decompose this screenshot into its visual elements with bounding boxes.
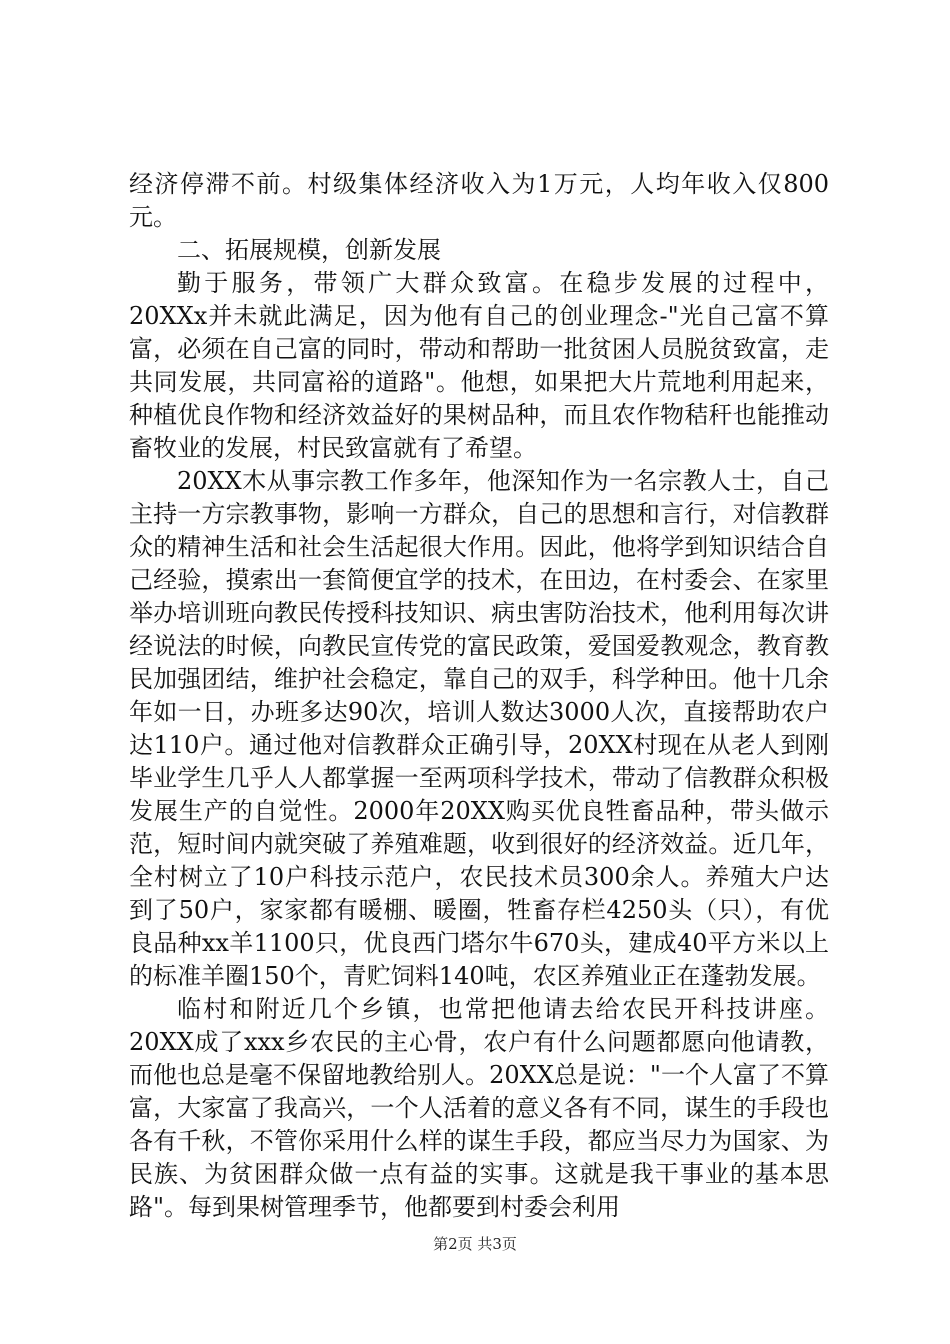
- document-body: [129, 168, 829, 1224]
- paragraph: 勤于服务，带领广大群众致富。在稳步发展的过程中，20XXx并未就此满足，因为他有自己的创业理念-"光自己富不算富，必须在自己富的同时，带动和帮助一批贫困人员脱贫致富，走共同发展，共同富裕的道路"。他想，如果把大片荒地利用起来，种植优良作物和经济效益好的果树品种，而且农作物秸秆也能推动畜牧业的发展，村民致富就有了希望。: [129, 269, 829, 462]
- paragraph-continuation: 经济停滞不前。村级集体经济收入为1万元，人均年收入仅800元。: [129, 170, 829, 231]
- page-number-footer: 第2页 共3页: [433, 1235, 517, 1253]
- paragraph: 临村和附近几个乡镇，也常把他请去给农民开科技讲座。20XX成了xxx乡农民的主心骨，农户有什么问题都愿向他请教，而他也总是毫不保留地教给别人。20XX总是说："一个人富了不算富，大家富了我高兴，一个人活着的意义各有不同，谋生的手段也各有千秋，不管你采用什么样的谋生手段，都应当尽力为国家、为民族、为贫困群众做一点有益的实事。这就是我干事业的基本思路"。每到果树管理季节，他都要到村委会利用: [129, 995, 829, 1221]
- section-heading: 二、拓展规模，创新发展: [177, 236, 441, 264]
- paragraph: 20XX木从事宗教工作多年，他深知作为一名宗教人士，自己主持一方宗教事物，影响一方群众，自己的思想和言行，对信教群众的精神生活和社会生活起很大作用。因此，他将学到知识结合自己经验，摸索出一套简便宜学的技术，在田边，在村委会、在家里举办培训班向教民传授科技知识、病虫害防治技术，他利用每次讲经说法的时候，向教民宣传党的富民政策，爱国爱教观念，教育教民加强团结，维护社会稳定，靠自己的双手，科学种田。他十几余年如一日，办班多达90次，培训人数达3000人次，直接帮助农户达110户。通过他对信教群众正确引导，20XX村现在从老人到刚毕业学生几乎人人都掌握一至两项科学技术，带动了信教群众积极发展生产的自觉性。2000年20XX购买优良牲畜品种，带头做示范，短时间内就突破了养殖难题，收到很好的经济效益。近几年，全村树立了10户科技示范户，农民技术员300余人。养殖大户达到了50户，家家都有暖棚、暖圈，牲畜存栏4250头（只），有优良品种xx羊1100只，优良西门塔尔牛670头，建成40平方米以上的标准羊圈150个，青贮饲料140吨，农区养殖业正在蓬勃发展。: [129, 467, 829, 990]
